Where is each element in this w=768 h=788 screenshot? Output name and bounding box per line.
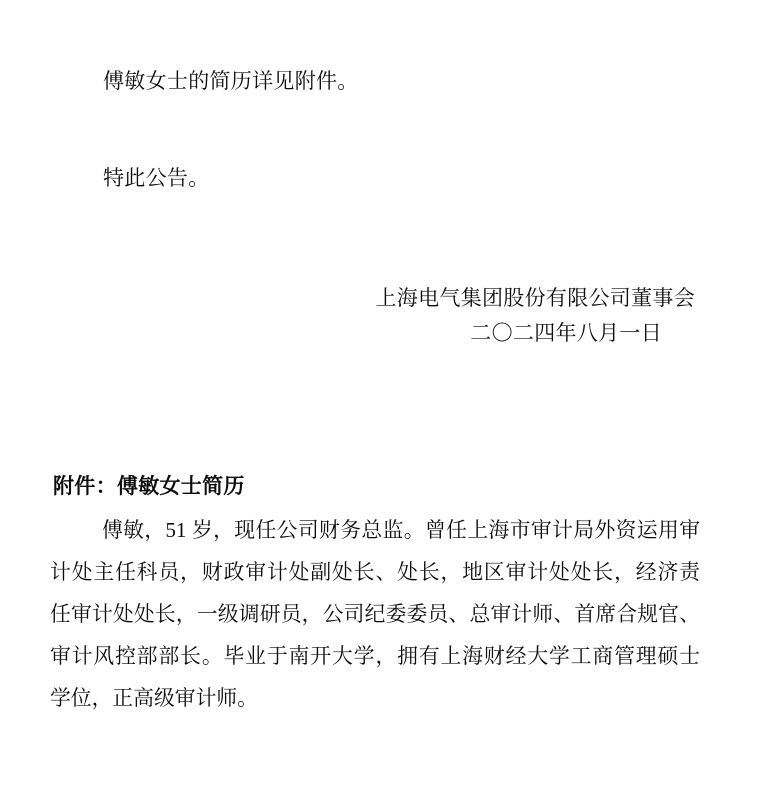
bio-line: 计处主任科员，财政审计处副处长、处长，地区审计处处长，经济责	[50, 561, 700, 584]
attachment-heading: 附件：傅敏女士简历	[53, 474, 245, 498]
resume-attachment-note: 傅敏女士的简历详见附件。	[103, 69, 359, 93]
bio-line: 傅敏，51 岁，现任公司财务总监。曾任上海市审计局外资运用审	[102, 519, 700, 542]
bio-line: 任审计处处长，一级调研员，公司纪委委员、总审计师、首席合规官、	[50, 603, 700, 626]
issuer-signature: 上海电气集团股份有限公司董事会	[375, 286, 695, 310]
bio-line: 审计风控部部长。毕业于南开大学，拥有上海财经大学工商管理硕士	[50, 645, 700, 668]
bio-line: 学位，正高级审计师。	[50, 687, 258, 710]
bio-paragraph	[50, 510, 700, 720]
closing-statement: 特此公告。	[103, 166, 210, 190]
announcement-date: 二〇二四年八月一日	[470, 321, 662, 345]
